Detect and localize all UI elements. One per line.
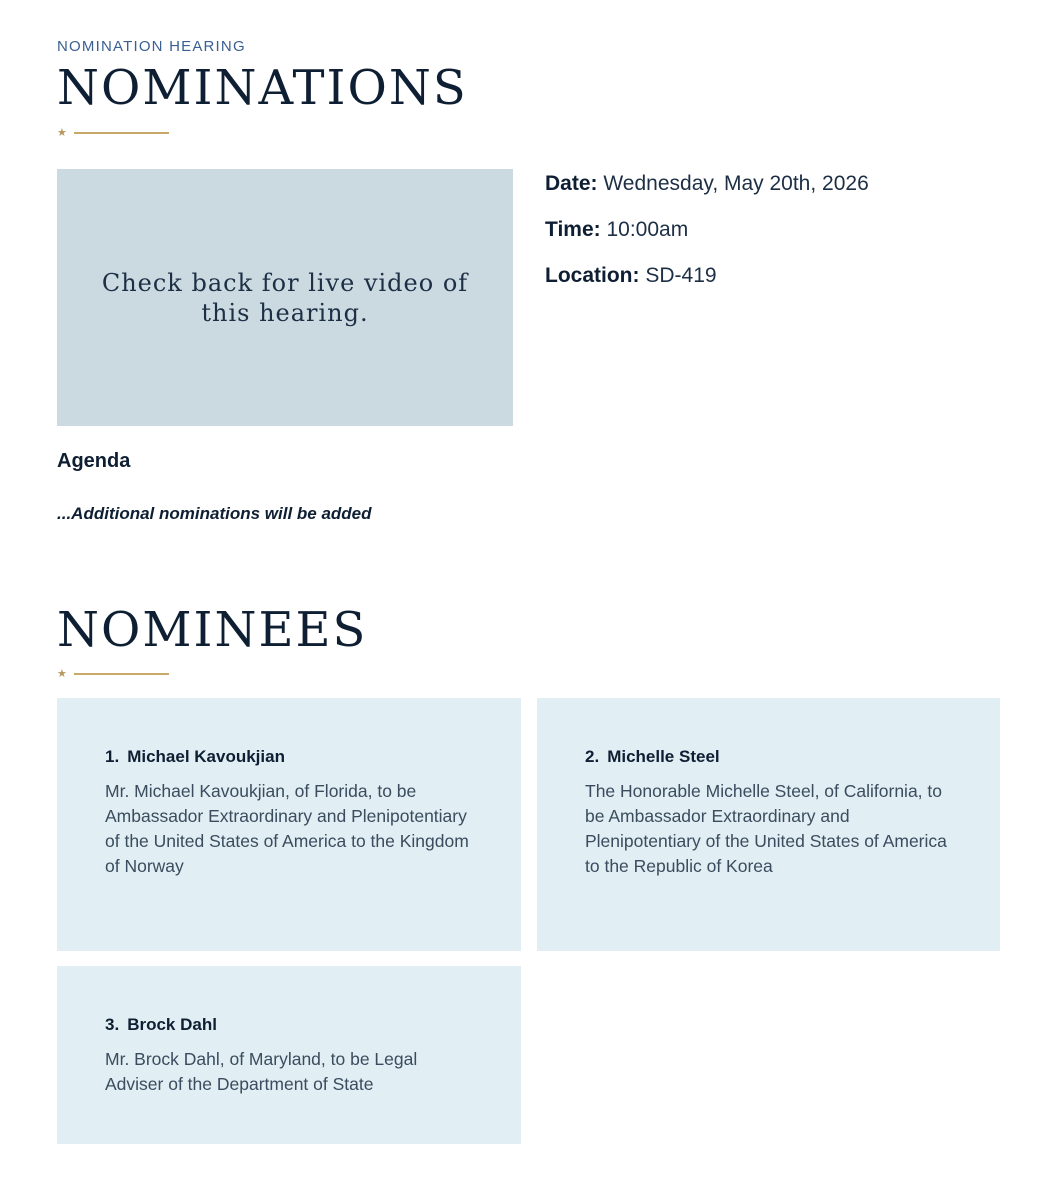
nominee-card [57, 966, 521, 1144]
nominee-description: Mr. Brock Dahl, of Maryland, to be Legal Adviser of the Department of State [105, 1049, 418, 1094]
nominee-card [537, 698, 1000, 951]
time-value: 10:00am [606, 218, 689, 241]
location-label: Location: [545, 264, 640, 287]
star-icon: ★ [57, 127, 67, 139]
title-divider [57, 127, 177, 142]
location-value: SD-419 [645, 264, 717, 287]
nominee-number: 2. [585, 747, 600, 766]
nominee-description: The Honorable Michelle Steel, of California, to be Ambassador Extraordinary and Plenipotentiary of the United States of America to the Republic of Korea [585, 781, 947, 876]
star-icon: ★ [57, 668, 67, 680]
video-message: Check back for live video of this hearing. [101, 268, 469, 327]
agenda-note: ...Additional nominations will be added [57, 504, 372, 523]
page-eyebrow: NOMINATION HEARING [57, 38, 246, 55]
nominee-description: Mr. Michael Kavoukjian, of Florida, to be Ambassador Extraordinary and Plenipotentiary of the United States of America to the Kingdom of Norway [105, 781, 469, 876]
nominees-title: NOMINEES [57, 602, 368, 658]
time-row [545, 216, 869, 262]
date-row [545, 170, 869, 216]
nominee-name-text: Michelle Steel [607, 747, 720, 766]
time-label: Time: [545, 218, 601, 241]
nominee-name [105, 746, 473, 768]
hearing-details [545, 170, 869, 308]
nominee-name-text: Michael Kavoukjian [127, 747, 285, 766]
agenda-heading: Agenda [57, 450, 131, 472]
nominee-name [105, 1014, 473, 1036]
nominee-number: 1. [105, 747, 120, 766]
nominee-name-text: Brock Dahl [127, 1015, 217, 1034]
nominee-name [585, 746, 952, 768]
date-label: Date: [545, 172, 598, 195]
divider-line [74, 673, 169, 675]
video-placeholder [57, 169, 513, 426]
date-value: Wednesday, May 20th, 2026 [603, 172, 869, 195]
nominee-card [57, 698, 521, 951]
divider-line [74, 132, 169, 134]
page-title: NOMINATIONS [57, 60, 468, 116]
nominees-divider [57, 668, 177, 683]
location-row [545, 262, 869, 308]
nominee-number: 3. [105, 1015, 120, 1034]
